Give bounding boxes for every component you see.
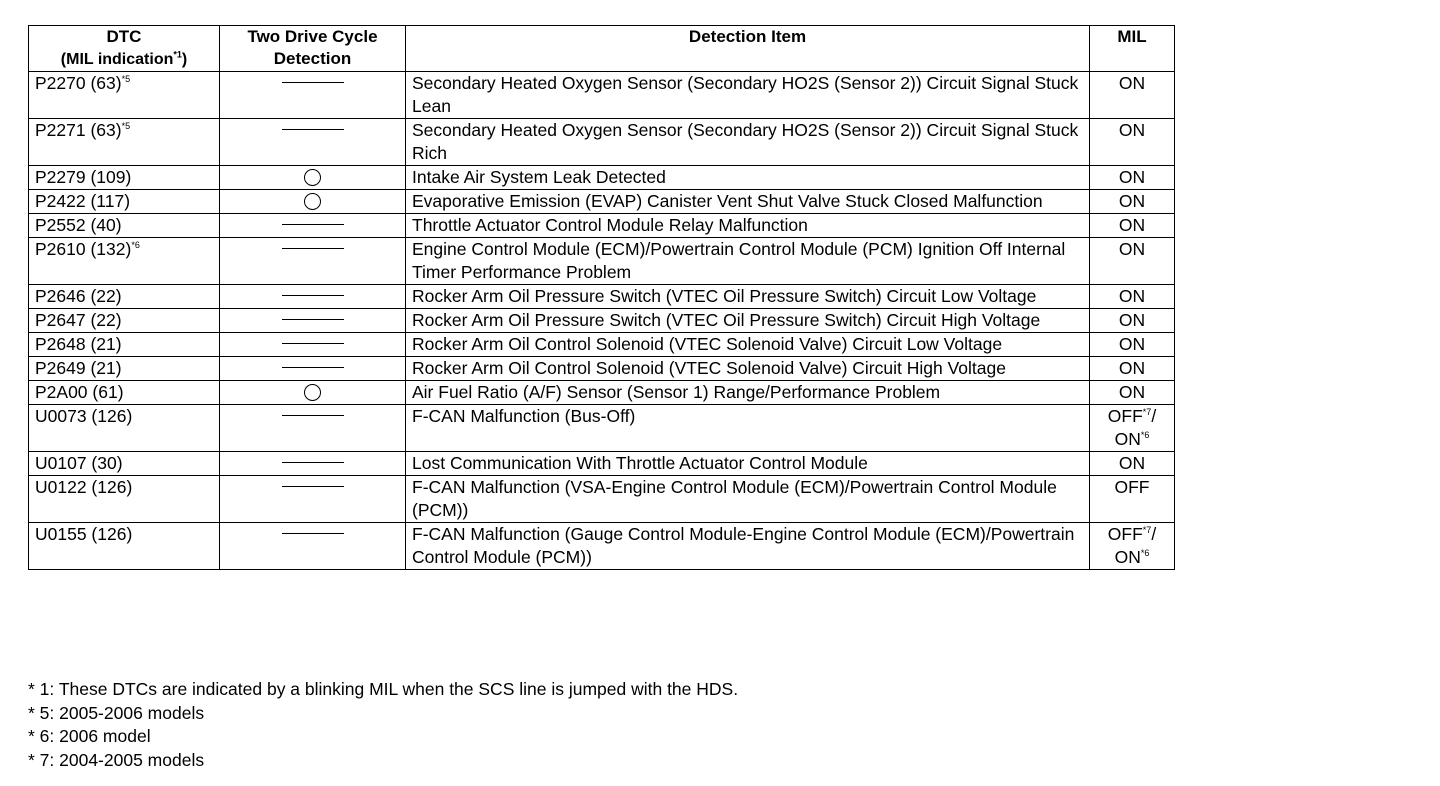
mil-status-cell: [1090, 476, 1175, 523]
dtc-code-footnote-ref: *5: [121, 121, 131, 132]
dtc-code: P2422 (117): [35, 191, 131, 211]
dtc-code-cell: [29, 452, 220, 476]
header-mil: MIL: [1090, 26, 1175, 72]
mil-footnote-ref: *7: [1142, 407, 1152, 418]
table-row: [29, 381, 1175, 405]
dash-mark-icon: [282, 486, 344, 487]
mil-status: ON: [1118, 334, 1146, 354]
header-dtc: DTC (MIL indication$^{*1}$): [29, 26, 220, 72]
mil-status-alt: / ON: [1114, 406, 1157, 449]
detection-item: Secondary Heated Oxygen Sensor (Secondary HO2S (Sensor 2)) Circuit Signal Stuck Rich: [406, 119, 1090, 166]
detection-item: Air Fuel Ratio (A/F) Sensor (Sensor 1) Range/Performance Problem: [406, 381, 1090, 405]
dtc-code: P2552 (40): [35, 215, 122, 235]
dtc-code: P2610 (132): [35, 239, 132, 259]
table-row: [29, 238, 1175, 285]
dash-mark-icon: [282, 248, 344, 249]
circle-mark-icon: [304, 384, 321, 401]
detection-item: Lost Communication With Throttle Actuator Control Module: [406, 452, 1090, 476]
two-drive-cycle-cell: [220, 333, 406, 357]
mil-status: ON: [1118, 73, 1146, 93]
detection-item: Rocker Arm Oil Pressure Switch (VTEC Oil Pressure Switch) Circuit High Voltage: [406, 309, 1090, 333]
detection-item: Throttle Actuator Control Module Relay Malfunction: [406, 214, 1090, 238]
header-detection-item: Detection Item: [406, 26, 1090, 72]
detection-item: Rocker Arm Oil Control Solenoid (VTEC Solenoid Valve) Circuit Low Voltage: [406, 333, 1090, 357]
mil-status: ON: [1118, 453, 1146, 473]
dtc-code-cell: [29, 190, 220, 214]
dtc-code: P2270 (63): [35, 73, 122, 93]
mil-status-cell: [1090, 405, 1175, 452]
two-drive-cycle-cell: [220, 452, 406, 476]
two-drive-cycle-cell: [220, 381, 406, 405]
two-drive-cycle-cell: [220, 285, 406, 309]
mil-status-cell: [1090, 523, 1175, 570]
two-drive-cycle-cell: [220, 214, 406, 238]
mil-status-cell: [1090, 381, 1175, 405]
dtc-code-cell: [29, 309, 220, 333]
mil-status-cell: [1090, 166, 1175, 190]
mil-status: ON: [1118, 191, 1146, 211]
mil-status-cell: [1090, 285, 1175, 309]
table-row: [29, 309, 1175, 333]
mil-footnote-ref: *6: [1140, 430, 1150, 441]
table-row: [29, 452, 1175, 476]
detection-item: Rocker Arm Oil Control Solenoid (VTEC Solenoid Valve) Circuit High Voltage: [406, 357, 1090, 381]
mil-status-cell: [1090, 333, 1175, 357]
dash-mark-icon: [282, 319, 344, 320]
dtc-code-cell: [29, 119, 220, 166]
table-row: [29, 214, 1175, 238]
table-row: [29, 285, 1175, 309]
dtc-code-cell: [29, 72, 220, 119]
dtc-code: P2279 (109): [35, 167, 132, 187]
dtc-table: [28, 25, 1175, 570]
mil-status: ON: [1118, 239, 1146, 259]
two-drive-cycle-cell: [220, 238, 406, 285]
mil-status-cell: [1090, 214, 1175, 238]
two-drive-cycle-cell: [220, 119, 406, 166]
header-two-drive-cycle: Two Drive Cycle Detection: [220, 26, 406, 72]
dtc-code-cell: [29, 405, 220, 452]
detection-item: Secondary Heated Oxygen Sensor (Secondary HO2S (Sensor 2)) Circuit Signal Stuck Lean: [406, 72, 1090, 119]
mil-status-cell: [1090, 72, 1175, 119]
dash-mark-icon: [282, 533, 344, 534]
table-row: [29, 190, 1175, 214]
table-row: [29, 119, 1175, 166]
dash-mark-icon: [282, 343, 344, 344]
dtc-code: P2647 (22): [35, 310, 122, 330]
two-drive-cycle-cell: [220, 476, 406, 523]
two-drive-cycle-cell: [220, 357, 406, 381]
detection-item: Intake Air System Leak Detected: [406, 166, 1090, 190]
mil-footnote-ref: *7: [1142, 525, 1152, 536]
detection-item: F-CAN Malfunction (Gauge Control Module-Engine Control Module (ECM)/Powertrain Control Module (PCM)): [406, 523, 1090, 570]
footnote: * 5: 2005-2006 models: [28, 702, 205, 723]
dash-mark-icon: [282, 224, 344, 225]
mil-status-cell: [1090, 190, 1175, 214]
two-drive-cycle-cell: [220, 523, 406, 570]
dtc-code-cell: [29, 238, 220, 285]
footnote: * 7: 2004-2005 models: [28, 749, 205, 770]
dtc-code-cell: [29, 381, 220, 405]
mil-status: ON: [1118, 358, 1146, 378]
mil-status-alt: / ON: [1114, 524, 1157, 567]
circle-mark-icon: [304, 169, 321, 186]
dtc-code-footnote-ref: *5: [121, 74, 131, 85]
two-drive-cycle-cell: [220, 190, 406, 214]
dtc-code-cell: [29, 166, 220, 190]
dtc-code: P2648 (21): [35, 334, 122, 354]
mil-status-cell: [1090, 357, 1175, 381]
table-row: [29, 523, 1175, 570]
table-row: [29, 333, 1175, 357]
mil-status: OFF: [1107, 524, 1143, 544]
two-drive-cycle-cell: [220, 72, 406, 119]
detection-item: Engine Control Module (ECM)/Powertrain Control Module (PCM) Ignition Off Internal Timer Performance Problem: [406, 238, 1090, 285]
dash-mark-icon: [282, 82, 344, 83]
mil-status: ON: [1118, 120, 1146, 140]
dash-mark-icon: [282, 367, 344, 368]
footnote: * 6: 2006 model: [28, 726, 151, 746]
dtc-code: U0122 (126): [35, 477, 133, 497]
dtc-code: P2649 (21): [35, 358, 122, 378]
dtc-code-cell: [29, 333, 220, 357]
table-row: [29, 72, 1175, 119]
dash-mark-icon: [282, 129, 344, 130]
footnotes: [28, 678, 738, 772]
dtc-code-cell: [29, 214, 220, 238]
table-body: [29, 72, 1175, 570]
detection-item: Rocker Arm Oil Pressure Switch (VTEC Oil Pressure Switch) Circuit Low Voltage: [406, 285, 1090, 309]
mil-status: ON: [1118, 310, 1146, 330]
dtc-code: P2646 (22): [35, 286, 122, 306]
mil-status: ON: [1118, 382, 1146, 402]
two-drive-cycle-cell: [220, 405, 406, 452]
table-row: [29, 166, 1175, 190]
mil-status: ON: [1118, 167, 1146, 187]
mil-footnote-ref: *6: [1140, 548, 1150, 559]
dash-mark-icon: [282, 295, 344, 296]
dtc-code: U0155 (126): [35, 524, 133, 544]
mil-status: ON: [1118, 286, 1146, 306]
mil-status-cell: [1090, 119, 1175, 166]
mil-status: OFF: [1114, 477, 1150, 497]
dtc-code-cell: [29, 476, 220, 523]
two-drive-cycle-cell: [220, 166, 406, 190]
mil-status: ON: [1118, 215, 1146, 235]
dtc-code: U0073 (126): [35, 406, 133, 426]
mil-status: OFF: [1107, 406, 1143, 426]
table-row: [29, 405, 1175, 452]
dtc-code-cell: [29, 285, 220, 309]
dtc-code-cell: [29, 523, 220, 570]
table-header-row: [29, 26, 1175, 72]
circle-mark-icon: [304, 193, 321, 210]
dtc-code: P2271 (63): [35, 120, 122, 140]
table-row: [29, 357, 1175, 381]
dash-mark-icon: [282, 415, 344, 416]
dash-mark-icon: [282, 462, 344, 463]
mil-status-cell: [1090, 452, 1175, 476]
footnote: * 1: These DTCs are indicated by a blinking MIL when the SCS line is jumped with the HDS.: [28, 679, 739, 699]
mil-status-cell: [1090, 238, 1175, 285]
mil-status-cell: [1090, 309, 1175, 333]
dtc-code: P2A00 (61): [35, 382, 124, 402]
detection-item: F-CAN Malfunction (Bus-Off): [406, 405, 1090, 452]
dtc-code-cell: [29, 357, 220, 381]
detection-item: F-CAN Malfunction (VSA-Engine Control Module (ECM)/Powertrain Control Module (PCM)): [406, 476, 1090, 523]
dtc-code-footnote-ref: *6: [131, 240, 140, 251]
dtc-code: U0107 (30): [35, 453, 123, 473]
detection-item: Evaporative Emission (EVAP) Canister Vent Shut Valve Stuck Closed Malfunction: [406, 190, 1090, 214]
table-row: [29, 476, 1175, 523]
two-drive-cycle-cell: [220, 309, 406, 333]
